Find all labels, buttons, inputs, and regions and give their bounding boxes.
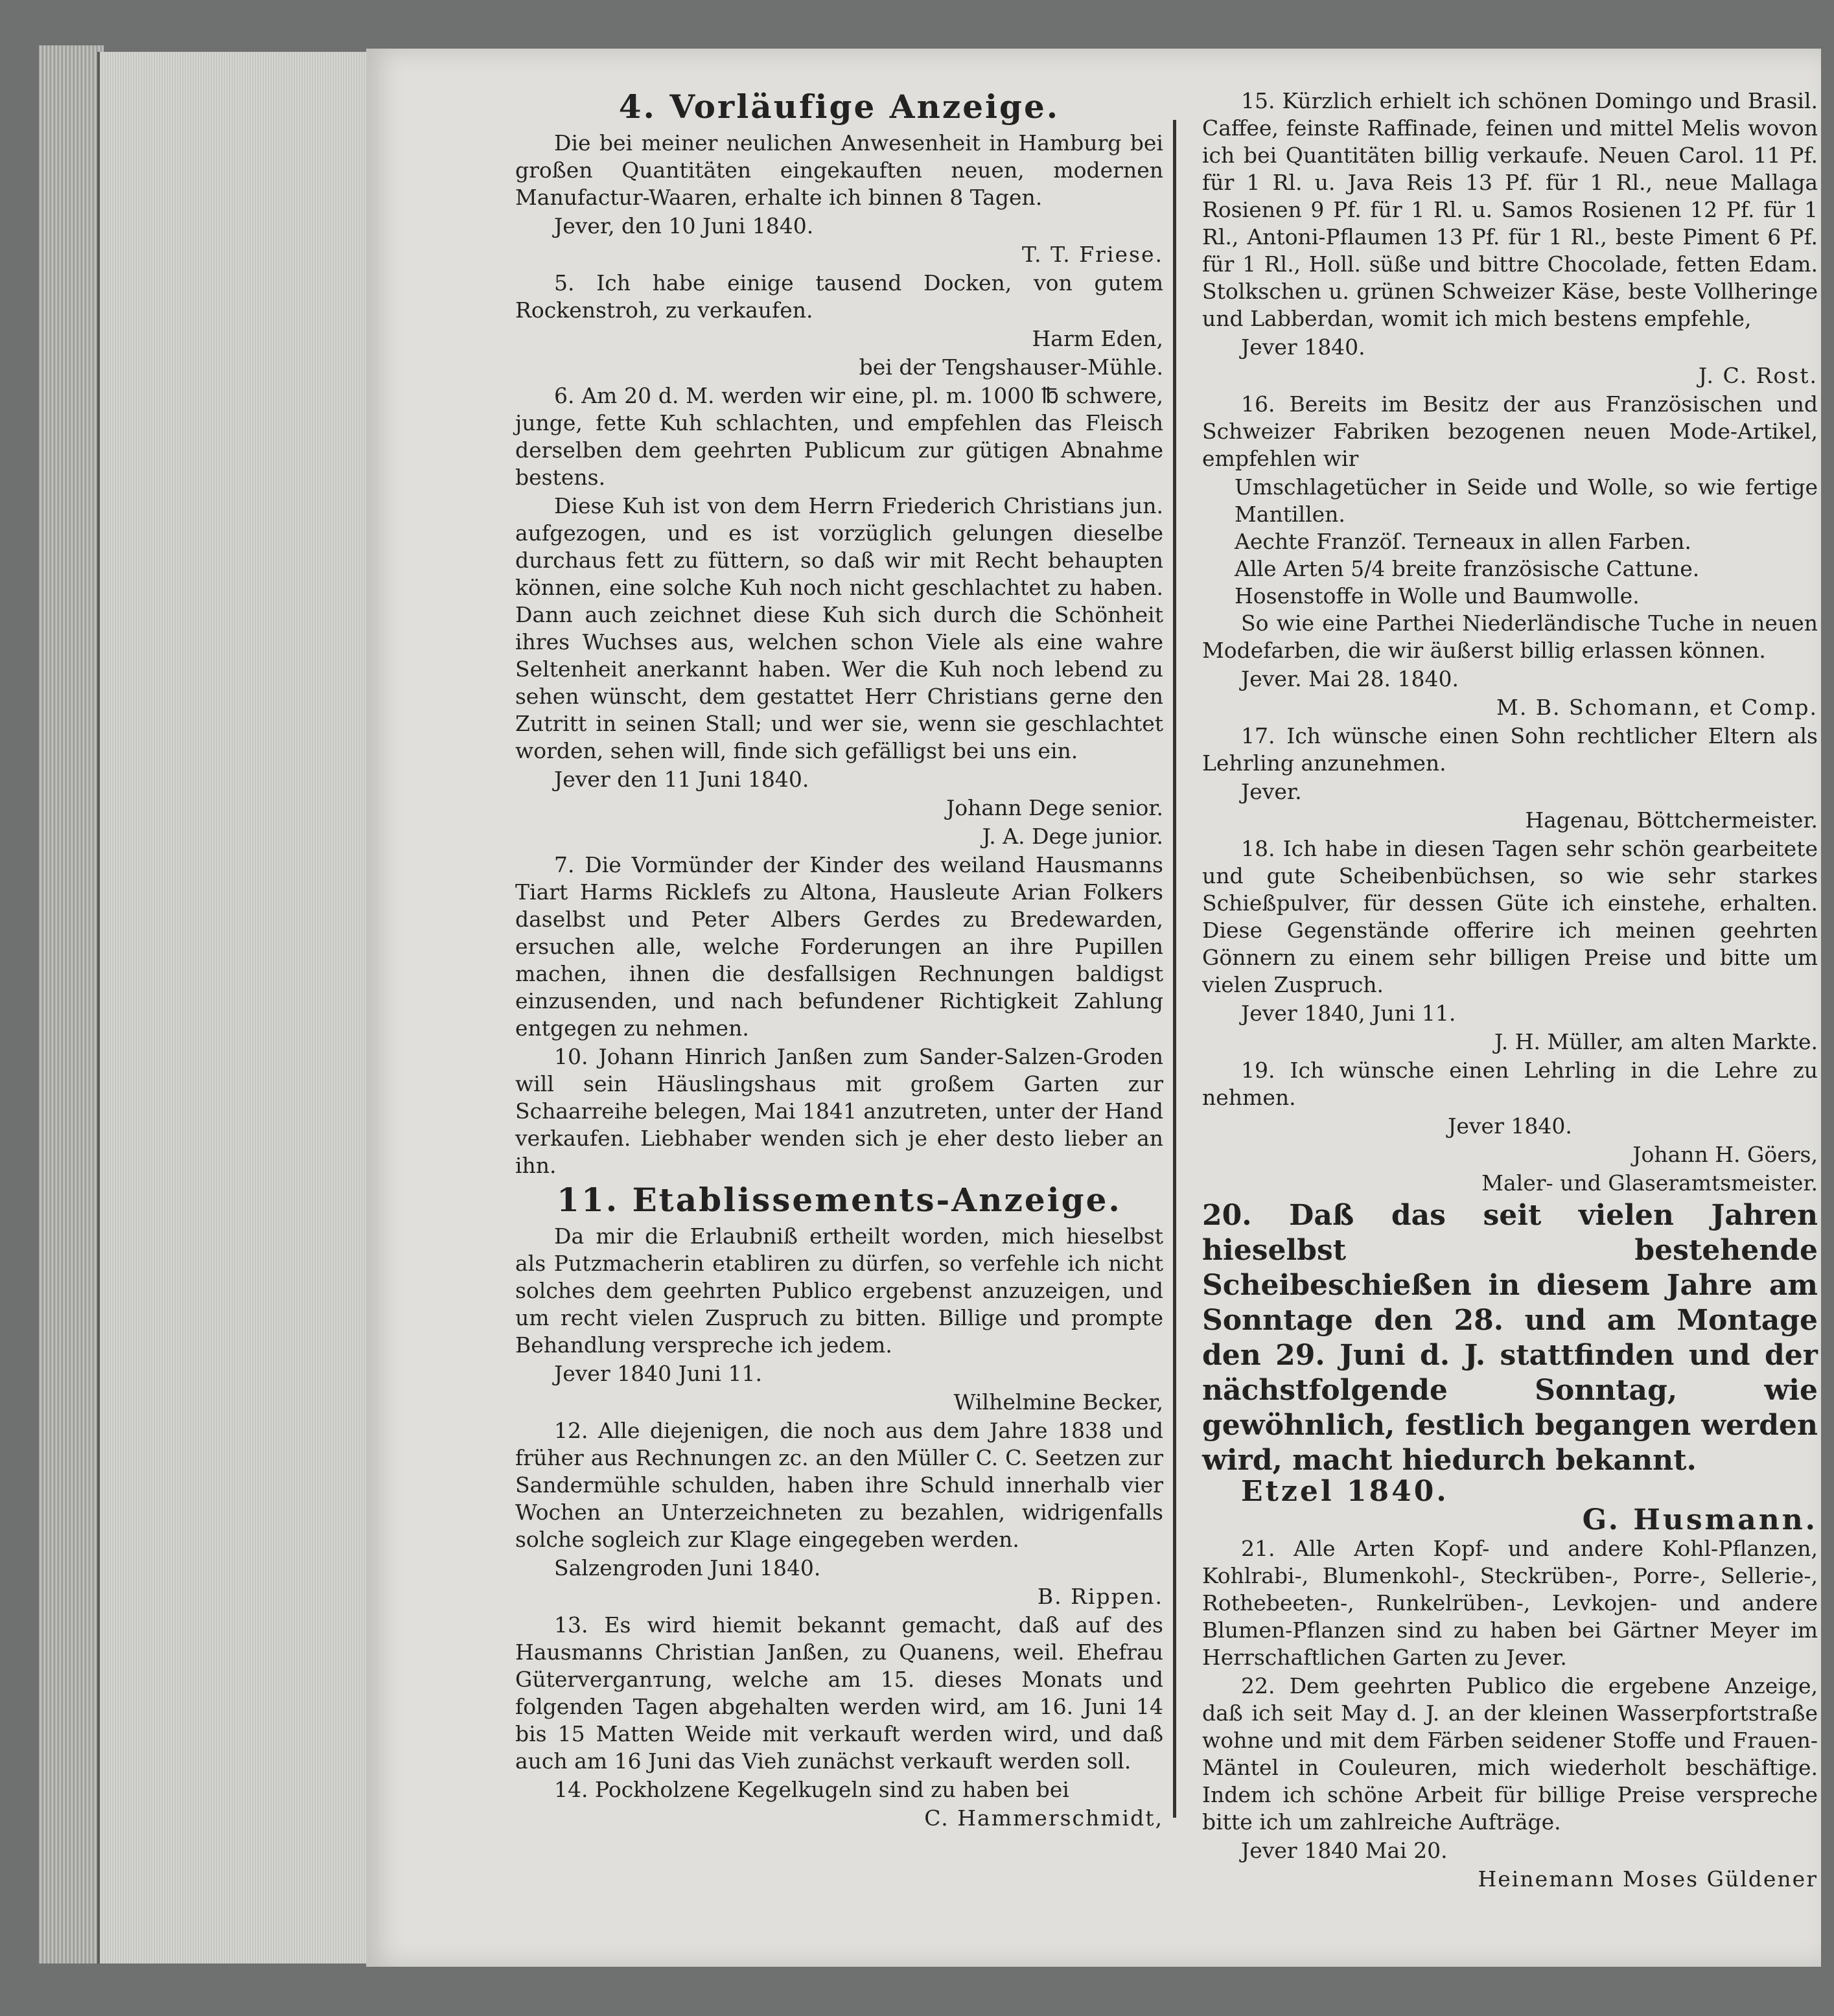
ad-20-signature: G. Husmann. bbox=[1582, 1503, 1818, 1536]
ad-12-signature: B. Rippen. bbox=[1037, 1584, 1163, 1609]
heading-etablissements-anzeige: 11. Etablissements-Anzeige. bbox=[557, 1181, 1122, 1219]
ad-11-date: Jever 1840 Juni 11. bbox=[554, 1361, 762, 1386]
ad-19-signature-title: Maler- und Glaseramtsmeister. bbox=[1481, 1170, 1818, 1196]
ad-15-date: Jever 1840. bbox=[1241, 334, 1365, 360]
ad-21-text: 21. Alle Arten Kopf- und andere Kohl-Pflanzen, Kohlrabi-, Blumenkohl-, Steckrüben-, Porre-, Sellerie-, Rothebeeten-, Runkelrüben-, Levkojen- und andere Blumen-Pflanzen sind zu haben bei Gärtner Meyer im Herrschaftlichen Garten zu Jever. bbox=[1202, 1536, 1818, 1670]
ad-18-signature: J. H. Müller, am alten Markte. bbox=[1494, 1029, 1818, 1054]
heading-vorlaeufige-anzeige: 4. Vorläufige Anzeige. bbox=[618, 87, 1060, 126]
book-edge bbox=[39, 45, 104, 1964]
ad-17-text: 17. Ich wünsche einen Sohn rechtlicher Eltern als Lehrling anzunehmen. bbox=[1202, 723, 1818, 776]
ad-6-signature-2: J. A. Dege junior. bbox=[982, 824, 1163, 849]
ad-15-text: 15. Kürzlich erhielt ich schönen Domingo und Brasil. Caffee, feinste Raffinade, feinen und mittel Melis wovon ich bei Quantitäten billig verkaufe. Neuen Carol. 11 Pf. für 1 Rl. u. Java Reis 13 Pf. für 1 Rl., neue Mallaga Rosienen 9 Pf. für 1 Rl. u. Samos Rosienen 12 Pf. für 1 Rl., Antoni-Pflaumen 13 Pf. für 1 Rl., beste Piment 6 Pf. für 1 Rl., Holl. süße und bittre Chocolade, fetten Edam. Stolkschen u. grünen Schweizer Käse, beste Vollheringe und Labberdan, womit ich mich bestens empfehle, bbox=[1202, 88, 1818, 331]
ad-15-signature: J. C. Rost. bbox=[1698, 363, 1818, 388]
ad-5-signature-place: bei der Tengshauser-Mühle. bbox=[859, 354, 1163, 380]
ad-4-text: Die bei meiner neulichen Anwesenheit in Hamburg bei großen Quantitäten eingekauften neuen, modernen Manufactur-Waaren, erhalte ich binnen 8 Tagen. bbox=[515, 130, 1163, 210]
ad-14-text: 14. Pockholzene Kegelkugeln sind zu haben bei bbox=[554, 1777, 1069, 1802]
right-column bbox=[1202, 87, 1818, 1894]
ad-5-text: 5. Ich habe einige tausend Docken, von gutem Rockenstroh, zu verkaufen. bbox=[515, 270, 1163, 323]
ad-13-text: 13. Es wird hiemit bekannt gemacht, daß auf des Hausmanns Christian Janßen, zu Quanens, weil. Ehefrau Güterverganтung, welche am 15. dieses Monats und folgenden Tagen abgehalten werden wird, am 16. Juni 14 bis 15 Matten Weide mit verkauft werden wird, und daß auch am 16 Juni das Vieh zunächst verkauft werden soll. bbox=[515, 1612, 1163, 1774]
ad-14-signature: C. Hammerschmidt, bbox=[924, 1805, 1163, 1831]
ad-22-date: Jever 1840 Mai 20. bbox=[1241, 1838, 1448, 1863]
ad-16-text-continued: So wie eine Parthei Niederländische Tuche in neuen Modefarben, die wir äußerst billig erlassen können. bbox=[1202, 610, 1818, 663]
ad-10-text: 10. Johann Hinrich Janßen zum Sander-Salzen-Groden will sein Häuslingshaus mit großem Garten zur Schaarreihe belegen, Mai 1841 anzutreten, unter der Hand verkaufen. Liebhaber wenden sich je eher desto lieber an ihn. bbox=[515, 1044, 1163, 1178]
ad-12-date: Salzengroden Juni 1840. bbox=[554, 1555, 821, 1581]
ad-11-signature: Wilhelmine Becker, bbox=[953, 1389, 1163, 1415]
ad-17-signature: Hagenau, Böttchermeister. bbox=[1525, 807, 1818, 833]
ad-6-text: 6. Am 20 d. M. werden wir eine, pl. m. 1000 ℔ schwere, junge, fette Kuh schlachten, und empfehlen das Fleisch derselben dem geehrten Publicum zur gütigen Abnahme bestens. bbox=[515, 383, 1163, 490]
ad-4-signature: T. T. Friese. bbox=[1022, 242, 1163, 267]
ad-19-date: Jever 1840. bbox=[1448, 1113, 1572, 1139]
ad-19-text: 19. Ich wünsche einen Lehrling in die Lehre zu nehmen. bbox=[1202, 1058, 1818, 1110]
ad-16-item: Alle Arten 5/4 breite französische Cattune. bbox=[1235, 556, 1700, 581]
ad-6-signature-1: Johann Dege senior. bbox=[946, 795, 1163, 820]
ad-17-place: Jever. bbox=[1241, 779, 1302, 804]
ad-18-text: 18. Ich habe in diesen Tagen sehr schön gearbeitete und gute Scheibenbüchsen, so wie sehr starkes Schießpulver, für dessen Güte ich einstehe, erhalten. Diese Gegenstände offerire ich meinen geehrten Gönnern zu einem sehr billigen Preise und bitte um vielen Zuspruch. bbox=[1202, 836, 1818, 997]
ad-4-date: Jever, den 10 Juni 1840. bbox=[554, 213, 814, 238]
ad-19-signature-name: Johann H. Göers, bbox=[1632, 1142, 1818, 1167]
page-block-edge bbox=[97, 52, 369, 1964]
ad-22-signature: Heinemann Moses Güldener bbox=[1478, 1866, 1818, 1892]
ad-18-date: Jever 1840, Juni 11. bbox=[1241, 1001, 1456, 1026]
ad-16-item: Aechte Franzöſ. Terneaux in allen Farben. bbox=[1235, 529, 1691, 554]
ad-6-date: Jever den 11 Juni 1840. bbox=[554, 767, 809, 792]
ad-16-signature: M. B. Schomann, et Comp. bbox=[1496, 695, 1818, 720]
ad-22-text: 22. Dem geehrten Publico die ergebene Anzeige, daß ich seit May d. J. an der kleinen Wasserpfortstraße wohne und mit dem Färben seidener Stoffe und Frauen-Mäntel in Couleuren, mich wiederholt beschäftige. Indem ich schöne Arbeit für billige Preise verspreche bitte ich um zahlreiche Aufträge. bbox=[1202, 1673, 1818, 1835]
ad-7-text: 7. Die Vormünder der Kinder des weiland Hausmanns Tiart Harms Ricklefs zu Altona, Hausleute Arian Folkers daselbst und Peter Albers Gerdes zu Bredewarden, ersuchen alle, welche Forderungen an ihre Pupillen machen, ihnen die desfallsigen Rechnungen baldigst einzusenden, und nach befundener Richtigkeit Zahlung entgegen zu nehmen. bbox=[515, 852, 1163, 1041]
ad-16-item: Hosenstoffe in Wolle und Baumwolle. bbox=[1235, 583, 1640, 608]
ad-12-text: 12. Alle diejenigen, die noch aus dem Jahre 1838 und früher aus Rechnungen zc. an den Müller C. C. Seetzen zur Sandermühle schulden, haben ihre Schuld innerhalb vier Wochen an Unterzeichneten zu bezahlen, widrigenfalls solche sogleich zur Klage eingegeben werden. bbox=[515, 1418, 1163, 1552]
ad-20-text: 20. Daß das seit vielen Jahren hieselbst bestehende Scheibeschießen in diesem Jahre am Sonntage den 28. und am Montage den 29. Juni d. J. stattfinden und der nächstfolgende Sonntag, wie gewöhnlich, festlich begangen werden wird, macht hiedurch bekannt. bbox=[1202, 1199, 1818, 1477]
newspaper-page bbox=[366, 49, 1821, 1967]
column-divider bbox=[1173, 120, 1176, 1818]
ad-6-text-continued: Diese Kuh ist von dem Herrn Friederich Christians jun. aufgezogen, und es ist vorzüglich gelungen dieselbe durchaus fett zu füttern, so daß wir mit Recht behaupten können, eine solche Kuh noch nicht geschlachtet zu haben. Dann auch zeichnet diese Kuh sich durch die Schönheit ihres Wuchses aus, welchen schon Viele als eine wahre Seltenheit anerkannt haben. Wer die Kuh noch lebend zu sehen wünscht, dem gestattet Herr Christians gerne den Zutritt in seinen Stall; und wer sie, wenn sie geschlachtet worden, sehen will, finde sich gefälligst bei uns ein. bbox=[515, 493, 1163, 763]
ad-16-date: Jever. Mai 28. 1840. bbox=[1241, 666, 1459, 691]
ad-16-item: Umschlagetücher in Seide und Wolle, so wie fertige Mantillen. bbox=[1235, 474, 1818, 527]
left-column bbox=[515, 87, 1163, 1833]
ad-11-text: Da mir die Erlaubniß ertheilt worden, mich hieselbst als Putzmacherin etabliren zu dürfen, so verfehle ich nicht solches dem geehrten Publico ergebenst anzuzeigen, und um recht vielen Zuspruch zu bitten. Billige und prompte Behandlung verspreche ich jedem. bbox=[515, 1223, 1163, 1358]
ad-20-date: Etzel 1840. bbox=[1241, 1475, 1449, 1508]
ad-5-signature-name: Harm Eden, bbox=[1032, 326, 1163, 351]
ad-16-text: 16. Bereits im Besitz der aus Französischen und Schweizer Fabriken bezogenen neuen Mode-Artikel, empfehlen wir bbox=[1202, 391, 1818, 471]
ad-16-item-list bbox=[1202, 474, 1818, 610]
